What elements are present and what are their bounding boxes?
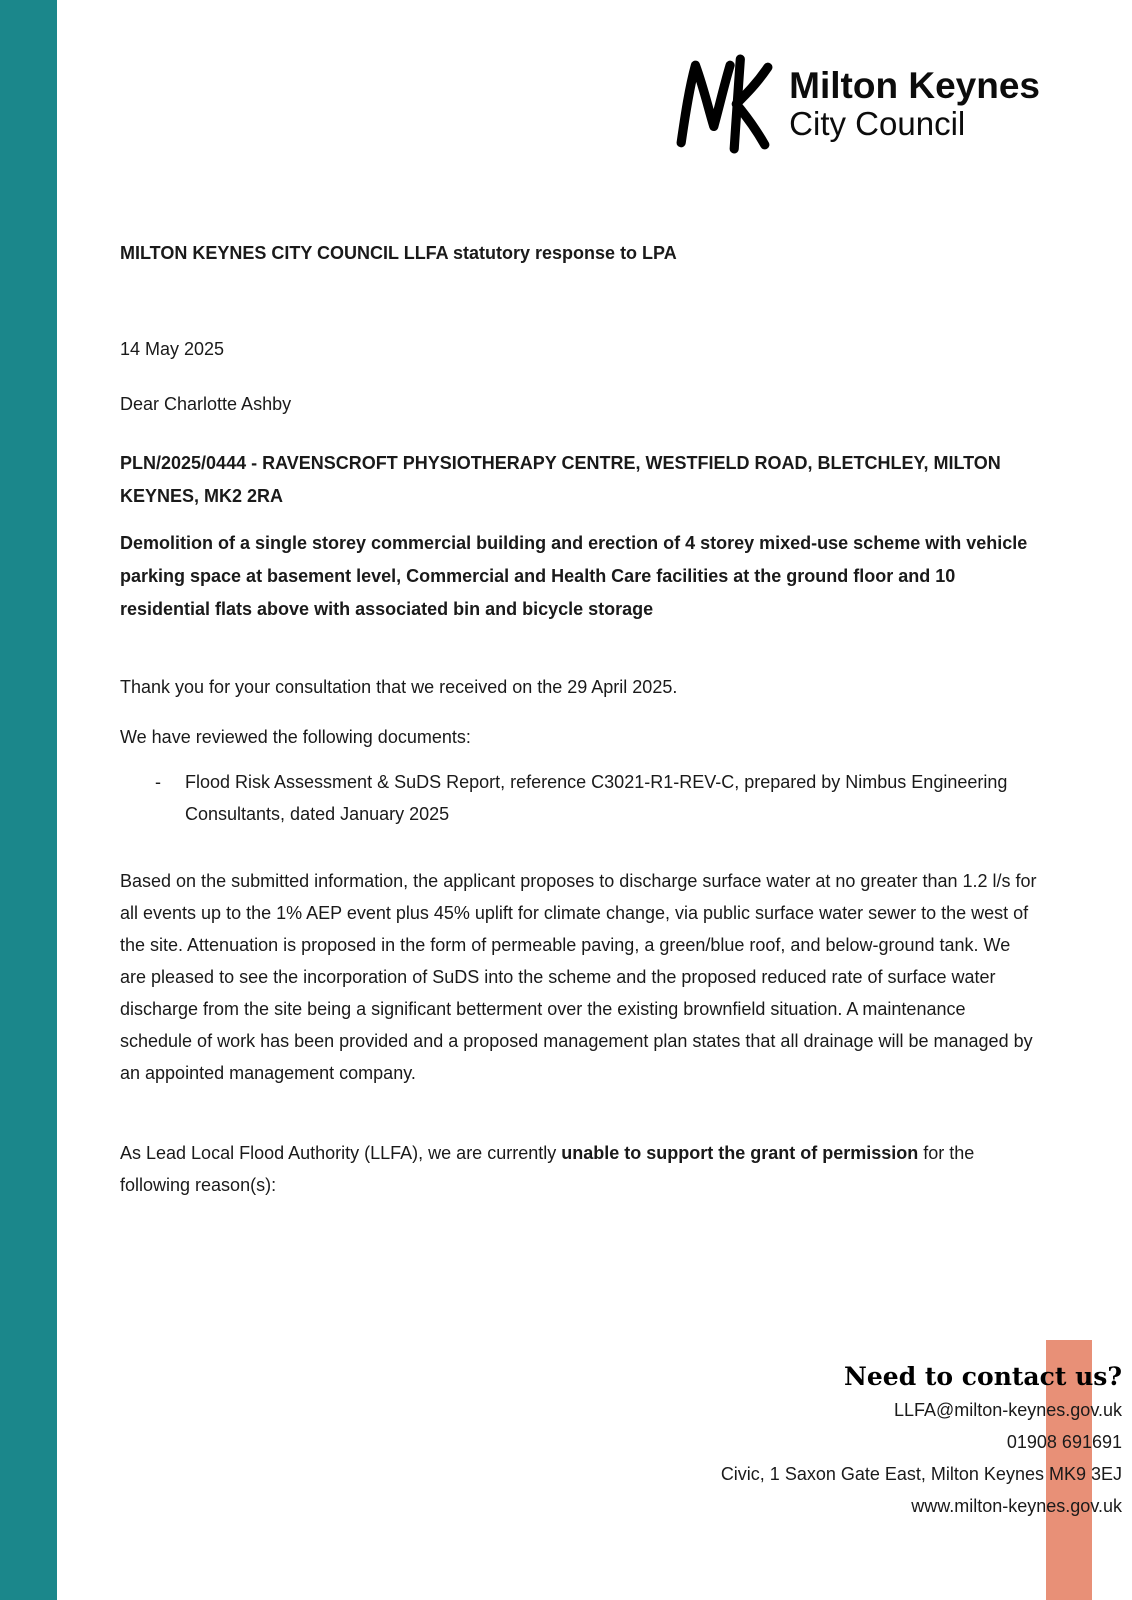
- contact-title: Need to contact us?: [844, 1362, 1122, 1391]
- paragraph-decision: [120, 1137, 1040, 1201]
- council-logo-text: [789, 66, 1040, 142]
- mk-logo-icon: [673, 52, 775, 156]
- paragraph-thanks: Thank you for your consultation that we received on the 29 April 2025.: [120, 677, 678, 697]
- proposal-description: Demolition of a single storey commercial building and erection of 4 storey mixed-use scheme with vehicle parking space at basement level, Commercial and Health Care facilities at the ground floor and 10 residential flats above with associated bin and bicycle storage: [120, 533, 1028, 619]
- decision-text-bold: unable to support the grant of permission: [561, 1143, 919, 1163]
- contact-email: LLFA@milton-keynes.gov.uk: [893, 1400, 1122, 1420]
- decision-text-pre: As Lead Local Flood Authority (LLFA), we are currently: [120, 1143, 562, 1163]
- decision-text-post: for the following reason(s):: [120, 1143, 975, 1195]
- paragraph-reviewed: We have reviewed the following documents:: [120, 727, 471, 747]
- letter-heading: MILTON KEYNES CITY COUNCIL LLFA statutory response to LPA: [120, 243, 677, 263]
- contact-address: Civic, 1 Saxon Gate East, Milton Keynes MK9 3EJ: [720, 1464, 1122, 1484]
- council-logo: [120, 52, 1040, 156]
- letter-date: 14 May 2025: [120, 339, 225, 359]
- planning-reference: PLN/2025/0444 - RAVENSCROFT PHYSIOTHERAPY CENTRE, WESTFIELD ROAD, BLETCHLEY, MILTON KEYNES, MK2 2RA: [120, 453, 1001, 506]
- paragraph-assessment: Based on the submitted information, the applicant proposes to discharge surface water at no greater than 1.2 l/s for all events up to the 1% AEP event plus 45% uplift for climate change, via public surface water sewer to the west of the site. Attenuation is proposed in the form of permeable paving, a green/blue roof, and below-ground tank. We are pleased to see the incorporation of SuDS into the scheme and the proposed reduced rate of surface water discharge from the site being a significant betterment over the existing brownfield situation. A maintenance schedule of work has been provided and a proposed management plan states that all drainage will be managed by an appointed management company.: [120, 871, 1037, 1083]
- document-list-item-text: Flood Risk Assessment & SuDS Report, reference C3021-R1-REV-C, prepared by Nimbus Engineering Consultants, dated January 2025: [185, 772, 1008, 824]
- logo-subname: City Council: [789, 105, 966, 142]
- logo-name: Milton Keynes: [789, 65, 1040, 106]
- contact-website: www.milton-keynes.gov.uk: [911, 1496, 1122, 1516]
- salutation: Dear Charlotte Ashby: [120, 394, 292, 414]
- contact-phone: 01908 691691: [1006, 1432, 1122, 1452]
- document-list-item: [120, 766, 1040, 830]
- contact-footer: [721, 1360, 1122, 1522]
- teal-side-bar: [0, 0, 57, 1600]
- bullet-dash: -: [155, 772, 161, 792]
